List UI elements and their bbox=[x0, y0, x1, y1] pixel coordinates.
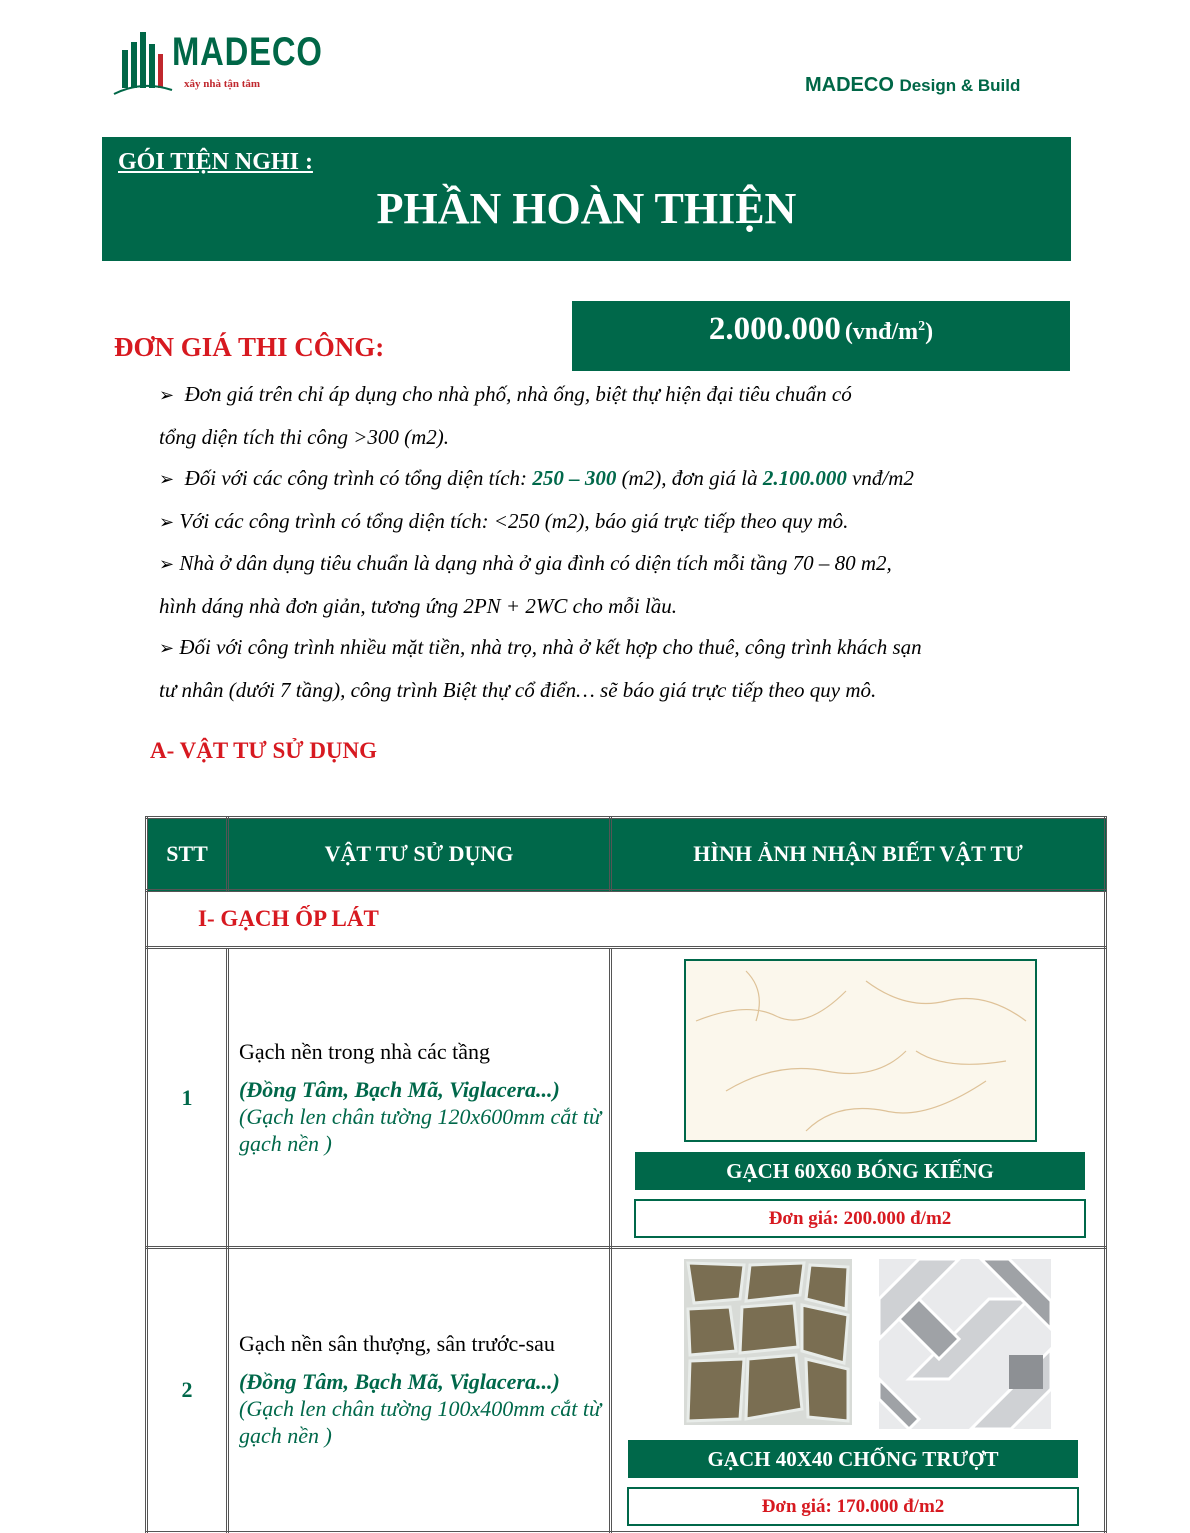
material-note: (Gạch len chân tường 100x400mm cắt từ gạch nền ) bbox=[239, 1396, 602, 1448]
tile-price: Đơn giá: 170.000 đ/m2 bbox=[627, 1487, 1079, 1526]
logo-tagline: xây nhà tận tâm bbox=[184, 78, 261, 90]
table-header-row bbox=[147, 818, 1106, 891]
materials-table bbox=[145, 816, 1107, 1533]
material-description bbox=[228, 948, 611, 1248]
table-row bbox=[147, 948, 1106, 1248]
arrow-bullet-icon: ➢ bbox=[159, 638, 175, 658]
price-label: ĐƠN GIÁ THI CÔNG: bbox=[114, 332, 385, 362]
price-value: 2.000.000 bbox=[708, 311, 841, 347]
brand-name: MADECO bbox=[805, 74, 894, 96]
material-name: Gạch nền trong nhà các tầng bbox=[239, 1038, 491, 1064]
brand-header bbox=[805, 74, 1020, 97]
section-heading: A- VẬT TƯ SỬ DỤNG bbox=[150, 738, 378, 763]
header-image: HÌNH ẢNH NHẬN BIẾT VẬT TƯ bbox=[611, 818, 1106, 891]
arrow-bullet-icon: ➢ bbox=[159, 385, 175, 405]
tile-price: Đơn giá: 200.000 đ/m2 bbox=[634, 1199, 1086, 1238]
note-5-cont: tư nhân (dưới 7 tầng), công trình Biệt thự cổ điển… sẽ báo giá trực tiếp theo quy mô. bbox=[159, 677, 877, 702]
herringbone-tile-image bbox=[879, 1259, 1051, 1429]
row-number: 2 bbox=[147, 1248, 228, 1533]
group-title: I- GẠCH ỐP LÁT bbox=[147, 891, 1106, 948]
group-row bbox=[147, 891, 1106, 948]
tile-caption: GẠCH 40X40 CHỐNG TRƯỢT bbox=[628, 1440, 1078, 1478]
price-unit: $(vnđ/m^2)$ bbox=[844, 319, 934, 345]
note-5: ➢ Đối với công trình nhiều mặt tiền, nhà trọ, nhà ở kết hợp cho thuê, công trình khách sạn bbox=[159, 635, 922, 659]
material-description bbox=[228, 1248, 611, 1533]
marble-tile-image bbox=[684, 959, 1037, 1142]
note-1: ➢ Đơn giá trên chỉ áp dụng cho nhà phố, nhà ống, biệt thự hiện đại tiêu chuẩn có bbox=[159, 382, 852, 406]
stone-tile-image bbox=[684, 1259, 852, 1425]
tile-caption: GẠCH 60X60 BÓNG KIẾNG bbox=[635, 1152, 1085, 1190]
note-4: ➢ Nhà ở dân dụng tiêu chuẩn là dạng nhà ở gia đình có diện tích mỗi tầng 70 – 80 m2, bbox=[159, 551, 892, 575]
material-brands: (Đồng Tâm, Bạch Mã, Viglacera...) bbox=[239, 1076, 560, 1102]
page-title: PHẦN HOÀN THIỆN bbox=[376, 184, 797, 233]
material-name: Gạch nền sân thượng, sân trước-sau bbox=[239, 1331, 555, 1356]
arrow-bullet-icon: ➢ bbox=[159, 511, 175, 532]
material-brands: (Đồng Tâm, Bạch Mã, Viglacera...) bbox=[239, 1369, 560, 1394]
arrow-bullet-icon: ➢ bbox=[159, 469, 175, 489]
pricing-notes bbox=[159, 374, 1059, 711]
header-stt: STT bbox=[147, 818, 228, 891]
row-number: 1 bbox=[147, 948, 228, 1248]
header-material: VẬT TƯ SỬ DỤNG bbox=[228, 818, 611, 891]
note-2: ➢ Đối với các công trình có tổng diện tích: 250 – 300 (m2), đơn giá là 2.100.000 vnđ/m2 bbox=[159, 466, 914, 490]
package-subtitle: GÓI TIỆN NGHI : bbox=[118, 149, 313, 175]
note-1-cont: tổng diện tích thi công >300 (m2). bbox=[159, 424, 450, 449]
table-row bbox=[147, 1248, 1106, 1533]
logo-wordmark: MADECO bbox=[172, 30, 323, 74]
note-4-cont: hình dáng nhà đơn giản, tương ứng 2PN + 2WC cho mỗi lầu. bbox=[159, 593, 677, 618]
price-box bbox=[572, 301, 1070, 371]
note-3: ➢ Với các công trình có tổng diện tích: <250 (m2), báo giá trực tiếp theo quy mô. bbox=[159, 508, 849, 533]
building-logo-icon bbox=[112, 28, 174, 96]
title-banner bbox=[102, 137, 1071, 261]
arrow-bullet-icon: ➢ bbox=[159, 554, 175, 574]
madeco-logo bbox=[112, 28, 323, 98]
material-image-cell bbox=[611, 1248, 1106, 1533]
material-note: (Gạch len chân tường 120x600mm cắt từ gạch nền ) bbox=[239, 1103, 602, 1156]
brand-suffix: Design & Build bbox=[899, 76, 1021, 95]
material-image-cell bbox=[611, 948, 1106, 1248]
